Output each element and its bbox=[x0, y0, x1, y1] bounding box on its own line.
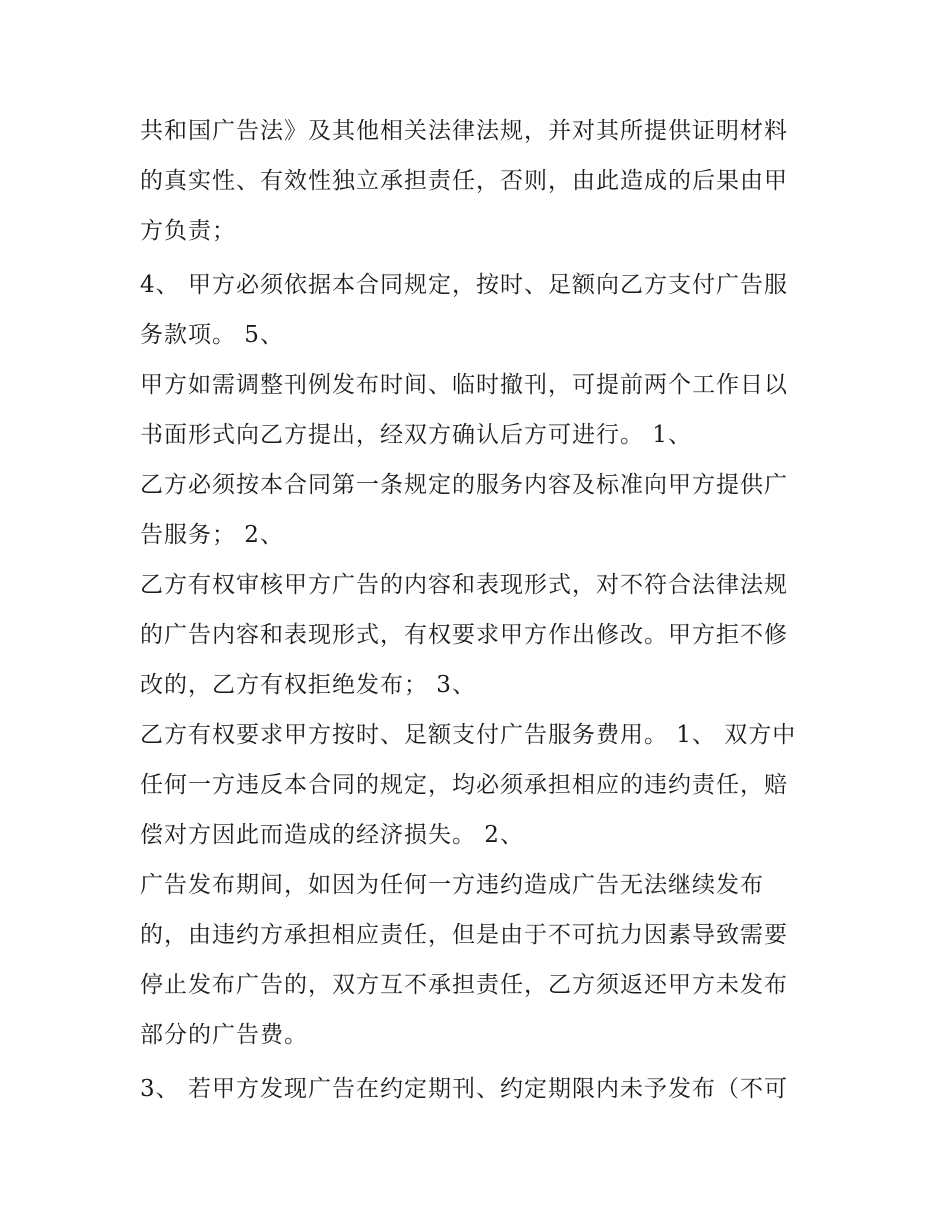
text-line: 3、 若甲方发现广告在约定期刊、约定期限内未予发布（不可 bbox=[140, 1076, 788, 1102]
text-line: 改的，乙方有权拒绝发布； 3、 bbox=[140, 672, 476, 698]
text-line: 方负责； bbox=[140, 218, 236, 244]
text-line: 的真实性、有效性独立承担责任，否则，由此造成的后果由甲 bbox=[140, 168, 788, 194]
text-line: 乙方有权审核甲方广告的内容和表现形式，对不符合法律法规 bbox=[140, 572, 788, 598]
text-line: 乙方必须按本合同第一条规定的服务内容及标准向甲方提供广 bbox=[140, 472, 788, 498]
text-line: 书面形式向乙方提出，经双方确认后方可进行。 1、 bbox=[140, 422, 692, 448]
text-line: 甲方如需调整刊例发布时间、临时撤刊，可提前两个工作日以 bbox=[140, 372, 788, 398]
text-line: 偿对方因此而造成的经济损失。 2、 bbox=[140, 822, 524, 848]
text-line: 任何一方违反本合同的规定，均必须承担相应的违约责任，赔 bbox=[140, 772, 788, 798]
text-line: 4、 甲方必须依据本合同规定，按时、足额向乙方支付广告服 bbox=[140, 272, 788, 298]
text-line: 乙方有权要求甲方按时、足额支付广告服务费用。 1、 双方中 bbox=[140, 722, 797, 748]
text-line: 共和国广告法》及其他相关法律法规，并对其所提供证明材料 bbox=[140, 118, 788, 144]
text-line: 部分的广告费。 bbox=[140, 1022, 308, 1048]
contract-text bbox=[140, 106, 820, 1114]
text-line: 的广告内容和表现形式，有权要求甲方作出修改。甲方拒不修 bbox=[140, 622, 788, 648]
text-line: 停止发布广告的，双方互不承担责任，乙方须返还甲方未发布 bbox=[140, 972, 788, 998]
text-line: 广告发布期间，如因为任何一方违约造成广告无法继续发布 bbox=[140, 872, 764, 898]
text-line: 务款项。 5、 bbox=[140, 322, 284, 348]
text-line: 的，由违约方承担相应责任，但是由于不可抗力因素导致需要 bbox=[140, 922, 788, 948]
text-line: 告服务； 2、 bbox=[140, 522, 284, 548]
